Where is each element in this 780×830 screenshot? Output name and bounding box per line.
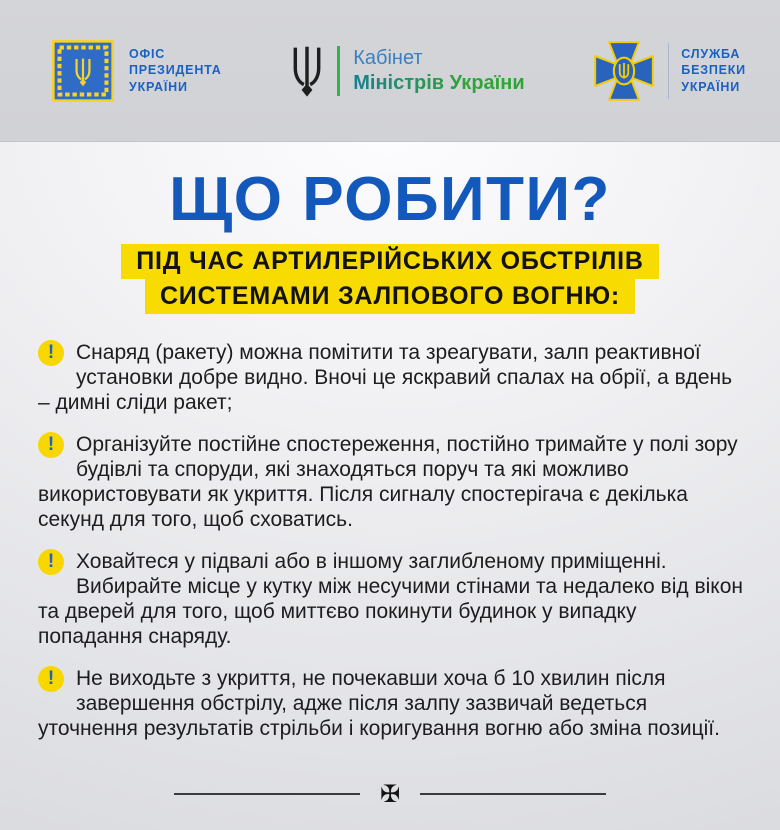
sbu-emblem-icon (592, 39, 656, 103)
exclamation-icon: ! (38, 340, 64, 366)
instruction-item-1 (38, 340, 746, 415)
footer-rule-right (420, 793, 606, 795)
security-service-label-line: СЛУЖБА (681, 46, 741, 61)
cabinet-label-line1: Кабінет (353, 46, 423, 69)
subtitle (0, 244, 780, 314)
president-office-label-line: ОФІС (129, 46, 166, 61)
instruction-item-3 (38, 549, 746, 649)
instruction-text: Ховайтеся у підвалі або в іншому заглибленому приміщенні. Вибирайте місце у кутку між несучими стінами та недалеко від вікон та дверей для того, щоб миттєво покинути будинок у випадку попадання снаряду. (38, 550, 743, 648)
page-title: ЩО РОБИТИ? (169, 165, 611, 234)
tryzub-icon (289, 44, 325, 98)
president-office-emblem-icon (52, 40, 114, 102)
sbu-divider (668, 43, 669, 99)
president-office-label (129, 46, 222, 96)
header-logos (0, 0, 780, 142)
instruction-item-4 (38, 666, 746, 741)
security-service-label (681, 46, 746, 96)
maltese-cross-icon: ✠ (379, 780, 401, 808)
main-content (0, 165, 780, 741)
footer-divider (0, 782, 780, 806)
exclamation-icon: ! (38, 432, 64, 458)
green-divider (337, 46, 340, 96)
instruction-text: Снаряд (ракету) можна помітити та зреагувати, залп реактивної установки добре видно. Вночі це яскравий спалах на обрії, а вдень – димні сліди ракет; (38, 341, 733, 414)
president-office-logo (52, 40, 222, 102)
cabinet-label (353, 46, 524, 96)
instruction-item-2 (38, 432, 746, 532)
security-service-logo (592, 39, 746, 103)
cabinet-label-line2: Міністрів України (353, 71, 525, 94)
subtitle-highlight-line1: ПІД ЧАС АРТИЛЕРІЙСЬКИХ ОБСТРІЛІВ (121, 244, 659, 279)
instruction-text: Не виходьте з укриття, не почекавши хоча б 10 хвилин після завершення обстрілу, адже після залпу зазвичай ведеться уточнення результатів стрільби і коригування вогню або зміна позиції. (38, 667, 720, 740)
exclamation-icon: ! (38, 549, 64, 575)
security-service-label-line: БЕЗПЕКИ (681, 63, 746, 78)
subtitle-highlight-line2: СИСТЕМАМИ ЗАЛПОВОГО ВОГНЮ: (145, 279, 635, 314)
exclamation-icon: ! (38, 666, 64, 692)
instruction-text: Організуйте постійне спостереження, постійно тримайте у полі зору будівлі та споруди, які знаходяться поруч та які можливо використовувати як укриття. Після сигналу спостерігача є декілька секунд для того, щоб сховатись. (38, 433, 738, 531)
president-office-label-line: ПРЕЗИДЕНТА (129, 63, 222, 78)
instruction-list (0, 340, 780, 741)
cabinet-of-ministers-logo (289, 44, 524, 98)
president-office-label-line: УКРАЇНИ (129, 79, 188, 94)
security-service-label-line: УКРАЇНИ (681, 79, 741, 94)
footer-rule-left (174, 793, 360, 795)
